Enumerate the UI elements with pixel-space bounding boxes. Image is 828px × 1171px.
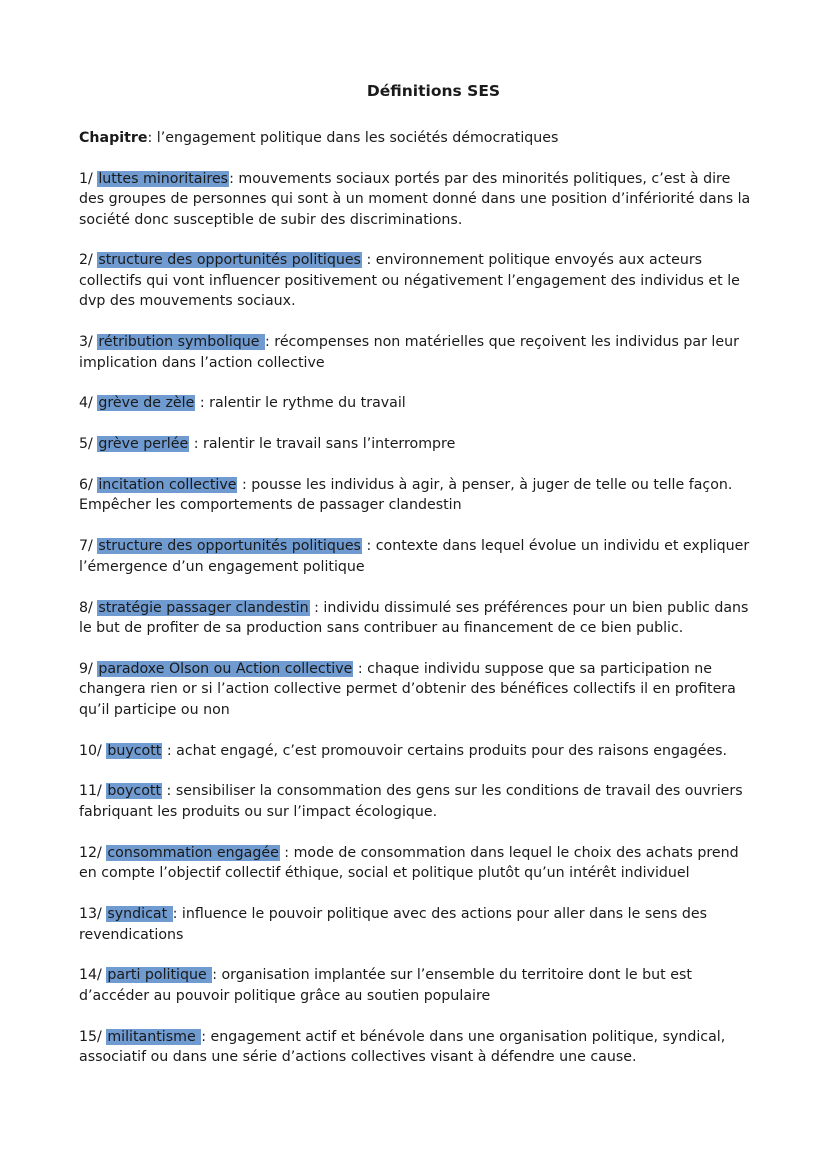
entry-number: 6/: [79, 476, 98, 493]
definition-entry: [79, 332, 751, 373]
definition-entry: [79, 475, 751, 516]
entry-number: 4/: [79, 395, 98, 412]
entry-term: syndicat: [107, 906, 172, 923]
entry-number: 14/: [79, 967, 107, 984]
entry-definition: : influence le pouvoir politique avec des actions pour aller dans le sens des revendications: [79, 906, 707, 943]
entry-term: luttes minoritaires: [98, 170, 229, 187]
entry-term: incitation collective: [98, 476, 237, 493]
entry-number: 11/: [79, 783, 107, 800]
entry-term: boycott: [107, 783, 162, 800]
definition-entry: [79, 250, 751, 312]
entry-definition: : contexte dans lequel évolue un individu et expliquer l’émergence d’un engagement politique: [79, 538, 750, 575]
entry-number: 10/: [79, 742, 107, 759]
entry-term: stratégie passager clandestin: [98, 599, 309, 616]
entry-number: 12/: [79, 844, 107, 861]
chapter-label: Chapitre: [79, 130, 148, 146]
definition-entry: [79, 434, 751, 455]
entry-term: grève perlée: [98, 436, 189, 453]
definition-entry: [79, 741, 751, 762]
entry-definition: : récompenses non matérielles que reçoivent les individus par leur implication dans l’action collective: [79, 334, 739, 371]
entry-term: grève de zèle: [98, 395, 195, 412]
entry-term: paradoxe Olson ou Action collective: [98, 660, 353, 677]
entry-definition: : ralentir le travail sans l’interrompre: [189, 436, 456, 453]
entry-term: buycott: [107, 742, 162, 759]
entry-definition: : engagement actif et bénévole dans une organisation politique, syndical, associatif ou dans une série d’actions collectives visant à défendre une cause.: [79, 1028, 726, 1066]
entry-number: 5/: [79, 436, 98, 453]
entry-number: 7/: [79, 538, 98, 555]
entry-term: consommation engagée: [107, 844, 279, 861]
definition-entry: [79, 843, 751, 884]
entry-definition: : sensibiliser la consommation des gens sur les conditions de travail des ouvriers fabriquant les produits ou sur l’impact écologique.: [79, 783, 743, 820]
entry-definition: : organisation implantée sur l’ensemble du territoire dont le but est d’accéder au pouvoir politique grâce au soutien populaire: [79, 967, 692, 1004]
entry-number: 8/: [79, 599, 98, 616]
definition-entry: [79, 536, 751, 577]
entry-term: rétribution symbolique: [98, 334, 265, 351]
entry-definition: : achat engagé, c’est promouvoir certains produits pour des raisons engagées.: [162, 742, 728, 759]
entry-term: militantisme: [107, 1028, 201, 1045]
entry-definition: : ralentir le rythme du travail: [195, 395, 406, 412]
entry-definition: : pousse les individus à agir, à penser, à juger de telle ou telle façon. Empêcher les comportements de passager clandestin: [79, 476, 733, 514]
entry-definition: : individu dissimulé ses préférences pour un bien public dans le but de profiter de sa production sans contribuer au financement de ce bien public.: [79, 599, 749, 637]
definition-entry: [79, 393, 751, 414]
entry-number: 3/: [79, 334, 98, 351]
definition-entry: [79, 598, 751, 639]
entry-number: 1/: [79, 170, 98, 187]
chapter-text: : l’engagement politique dans les sociétés démocratiques: [147, 130, 559, 146]
entry-definition: : mode de consommation dans lequel le choix des achats prend en compte l’objectif collectif éthique, social et politique plutôt qu’un intérêt individuel: [79, 844, 739, 882]
entry-definition: : environnement politique envoyés aux acteurs collectifs qui vont influencer positivement ou négativement l’engagement des individus et le dvp des mouvements sociaux.: [79, 252, 740, 310]
definition-entry: [79, 169, 751, 231]
definition-entry: [79, 781, 751, 822]
entry-number: 2/: [79, 252, 98, 269]
entry-term: parti politique: [107, 967, 212, 984]
definition-entry: [79, 904, 751, 945]
definition-entry: [79, 1027, 751, 1068]
definition-entry: [79, 965, 751, 1006]
entry-definition: : mouvements sociaux portés par des minorités politiques, c’est à dire des groupes de personnes qui sont à un moment donné dans une position d’infériorité dans la société donc susceptible de subir des discriminations.: [79, 170, 751, 228]
entry-definition: : chaque individu suppose que sa participation ne changera rien or si l’action collective permet d’obtenir des bénéfices collectifs il en profitera qu’il participe ou non: [79, 660, 736, 718]
chapter-line: [79, 128, 788, 149]
entry-number: 9/: [79, 660, 98, 677]
entry-term: structure des opportunités politiques: [98, 538, 361, 555]
definition-entry: [79, 659, 751, 721]
page-title: Définitions SES: [366, 82, 501, 100]
entry-number: 13/: [79, 906, 107, 923]
entry-term: structure des opportunités politiques: [98, 252, 361, 269]
entry-number: 15/: [79, 1028, 107, 1045]
